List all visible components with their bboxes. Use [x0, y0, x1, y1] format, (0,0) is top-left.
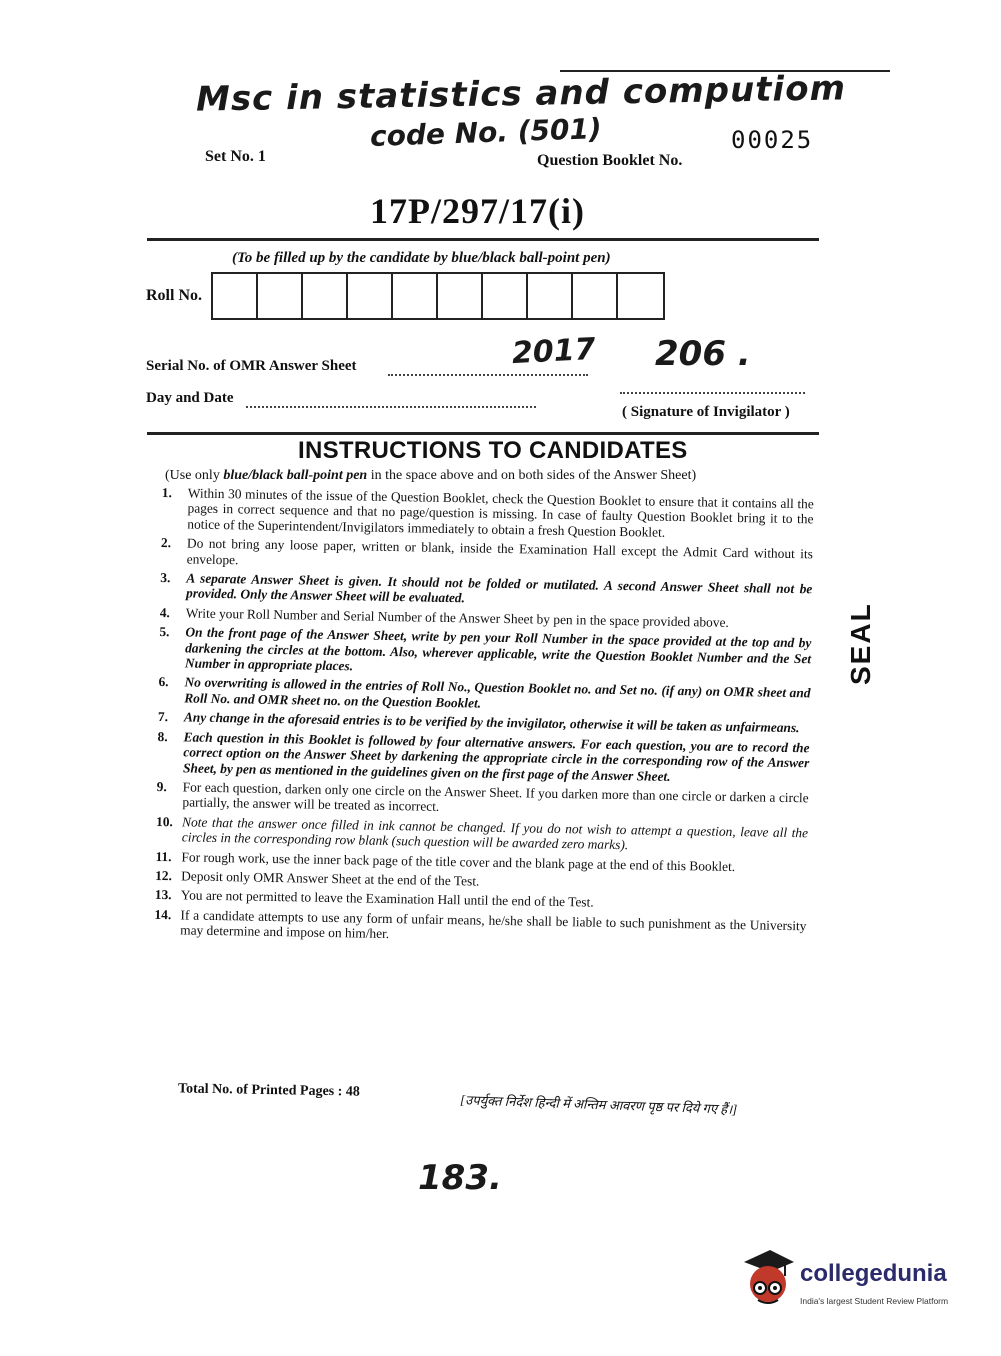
instruction-number: 7. [157, 709, 169, 725]
roll-number-boxes [211, 272, 665, 320]
instruction-text: Any change in the aforesaid entries is to be verified by the invigilator, otherwise it will be taken as unfairmeans. [183, 709, 800, 736]
instruction-item [154, 907, 806, 949]
roll-box [393, 274, 438, 318]
omr-serial-handwritten: 2017 [511, 331, 597, 372]
instruction-item [157, 729, 810, 787]
fill-note: (To be filled up by the candidate by blue/black ball-point pen) [232, 250, 611, 266]
logo-tagline: India's largest Student Review Platform [800, 1296, 949, 1306]
instruction-text: For each question, darken only one circle on the Answer Sheet. If you darken more than one circle or darken a circle partially, the answer will be treated as incorrect. [182, 779, 809, 815]
instruction-number: 1. [161, 485, 173, 501]
instruction-text: On the front page of the Answer Sheet, write by pen your Roll Number in the space provided at the top and by darkening the circles at the bottom. Also, wherever applicable, write the Question Booklet Number and the Set Number in appropriate places. [184, 624, 812, 674]
instruction-text: Write your Roll Number and Serial Number of the Answer Sheet by pen in the space provided above. [185, 605, 729, 630]
roll-box [348, 274, 393, 318]
instruction-text: Each question in this Booklet is followed by four alternative answers. For each question, you are to record the correct option on the Answer Sheet by darkening the appropriate circle in the corresponding row of the Answer Sheet, by pen as mentioned in the guidelines given on the first page of the Answer Sheet. [182, 729, 810, 784]
handwritten-code: code No. (501) [369, 111, 603, 154]
instruction-number: 10. [156, 813, 174, 829]
seal-text: SEAL [845, 602, 876, 685]
instruction-number: 8. [157, 728, 168, 744]
instruction-number: 14. [154, 906, 172, 922]
logo-name: collegedunia [800, 1260, 947, 1287]
roll-box [438, 274, 483, 318]
omr-serial-label: Serial No. of OMR Answer Sheet [146, 358, 357, 374]
instruction-text: Within 30 minutes of the issue of the Question Booklet, check the Question Booklet to ensure that it contains all the pages in correct sequence and that no page/question is missing. In case of faulty Question Booklet bring it to the notice of the Superintendent/Invigilators immediately to obtain a fresh Question Booklet. [187, 485, 814, 540]
roll-box [618, 274, 663, 318]
divider-rule [147, 432, 819, 435]
instruction-text: Deposit only OMR Answer Sheet at the end of the Test. [181, 868, 480, 889]
instruction-text: Do not bring any loose paper, written or blank, inside the Examination Hall except the Admit Card without its envelope. [186, 535, 814, 567]
signature-line [620, 384, 805, 394]
roll-box [483, 274, 528, 318]
day-date-label: Day and Date [146, 390, 234, 406]
total-pages: Total No. of Printed Pages : 48 [177, 1081, 360, 1100]
use-only-note [165, 468, 696, 484]
divider-rule [147, 238, 819, 241]
use-only-suffix: in the space above and on both sides of the Answer Sheet) [367, 468, 697, 483]
instruction-text: No overwriting is allowed in the entries of Roll No., Question Booklet no. and Set no. (if any) on OMR sheet and Roll No. and OMR sheet no. on the Question Booklet. [184, 674, 811, 711]
instruction-number: 13. [154, 887, 172, 903]
use-only-bold: blue/black ball-point pen [223, 468, 368, 483]
instruction-text: For rough work, use the inner back page of the title cover and the blank page at the end of this Booklet. [181, 848, 736, 874]
instruction-number: 5. [159, 624, 170, 640]
roll-box [528, 274, 573, 318]
roll-number-label: Roll No. [146, 287, 202, 304]
instruction-number: 3. [160, 570, 171, 586]
booklet-number: 00025 [731, 126, 814, 154]
instruction-number: 11. [155, 848, 172, 864]
mascot-icon [740, 1248, 796, 1310]
booklet-number-label: Question Booklet No. [537, 152, 683, 169]
instruction-text: A separate Answer Sheet is given. It should not be folded or mutilated. A second Answer Sheet shall not be provided. Only the Answer Sheet will be evaluated. [185, 570, 813, 606]
set-number: Set No. 1 [205, 148, 266, 165]
handwritten-heading: Msc in statistics and computiom [195, 68, 847, 120]
hindi-note: [उपर्युक्त निर्देश हिन्दी में अन्तिम आवरण पृष्ठ पर दिये गए हैं।] [459, 1092, 738, 1117]
instruction-text: Note that the answer once filled in ink cannot be changed. If you do not wish to attempt a question, leave all the circles in the corresponding row blank (such question will be awarded zero marks). [181, 814, 809, 853]
instruction-item [161, 485, 814, 543]
roll-box [303, 274, 348, 318]
omr-serial-handwritten-2: 206 . [655, 334, 751, 374]
seal-label [845, 585, 875, 695]
instruction-item [159, 624, 812, 682]
instruction-number: 2. [160, 535, 172, 551]
instruction-text: If a candidate attempts to use any form of unfair means, he/she shall be liable to such punishment as the University may determine and impose on him/her. [180, 907, 807, 942]
instruction-text: You are not permitted to leave the Examination Hall until the end of the Test. [180, 887, 594, 910]
roll-box [213, 274, 258, 318]
collegedunia-logo [740, 1248, 980, 1318]
handwritten-page-number: 183. [418, 1158, 502, 1198]
roll-box [573, 274, 618, 318]
day-date-line [246, 394, 536, 408]
roll-box [258, 274, 303, 318]
instruction-number: 12. [155, 867, 173, 884]
instruction-number: 6. [158, 674, 169, 690]
instructions-list [154, 485, 814, 953]
instruction-number: 4. [159, 604, 170, 620]
paper-code: 17P/297/17(i) [370, 191, 585, 231]
instructions-title: INSTRUCTIONS TO CANDIDATES [298, 437, 688, 464]
use-only-prefix: (Use only [165, 468, 224, 483]
instruction-number: 9. [156, 778, 167, 795]
signature-label: ( Signature of Invigilator ) [622, 404, 790, 420]
